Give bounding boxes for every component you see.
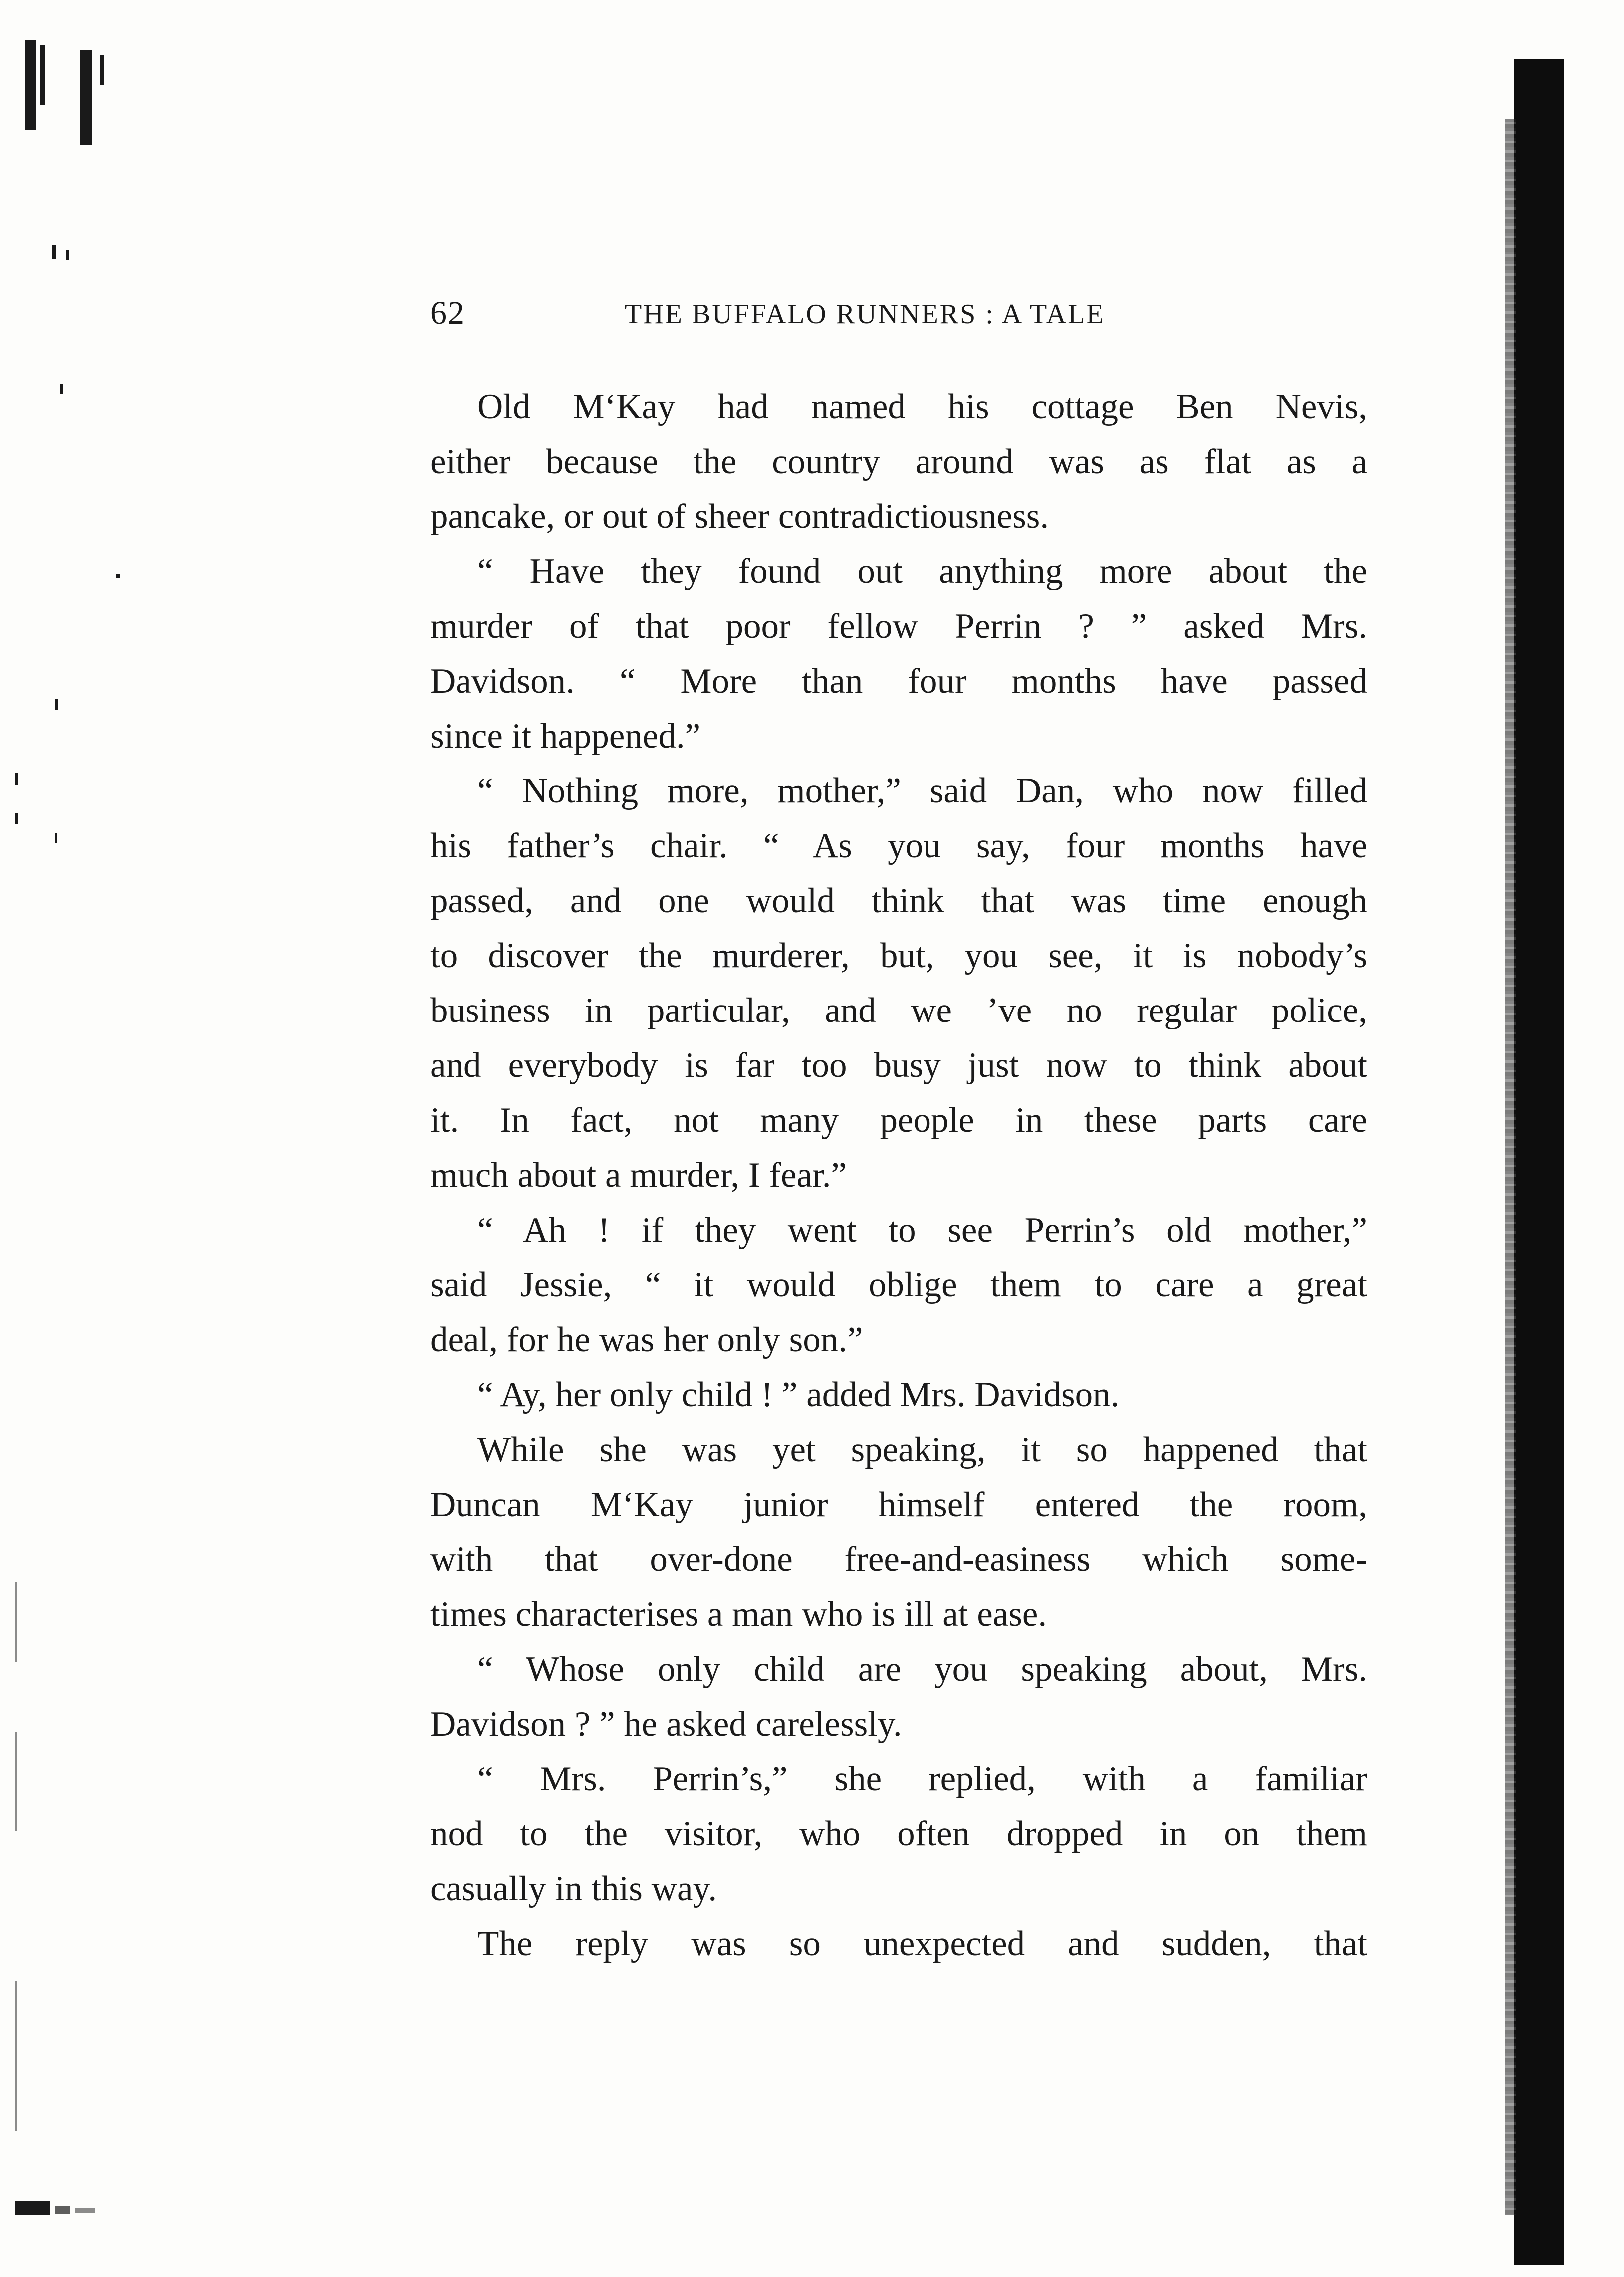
text-line: said Jessie, “ it would oblige them to care a great <box>430 1265 1367 1304</box>
margin-specks <box>5 35 135 2256</box>
text-line: with that over-done free-and-easiness which some- <box>430 1540 1367 1579</box>
text-line: since it happened.” <box>430 717 701 756</box>
text-line: much about a murder, I fear.” <box>430 1156 847 1195</box>
text-line: The reply was so unexpected and sudden, that <box>477 1924 1367 1963</box>
text-line: While she was yet speaking, it so happened that <box>477 1430 1367 1469</box>
text-line: “ Ah ! if they went to see Perrin’s old mother,” <box>477 1211 1367 1250</box>
text-line: “ Mrs. Perrin’s,” she replied, with a familiar <box>477 1760 1367 1798</box>
page-number: 62 <box>430 295 465 331</box>
text-line: pancake, or out of sheer contradictiousness. <box>430 497 1049 536</box>
text-line: his father’s chair. “ As you say, four months have <box>430 826 1367 865</box>
bottom-margin-smudge <box>15 2201 105 2216</box>
text-line: Davidson ? ” he asked carelessly. <box>430 1705 902 1744</box>
text-line: business in particular, and we ’ve no regular police, <box>430 991 1367 1030</box>
text-line: murder of that poor fellow Perrin ? ” asked Mrs. <box>430 607 1367 646</box>
running-head: THE BUFFALO RUNNERS : A TALE <box>625 299 1105 330</box>
text-line: Duncan M‘Kay junior himself entered the room, <box>430 1485 1367 1524</box>
text-line: and everybody is far too busy just now to think about <box>430 1046 1367 1085</box>
text-line: “ Ay, her only child ! ” added Mrs. Davidson. <box>477 1375 1120 1414</box>
page-header <box>430 294 1368 339</box>
text-line: deal, for he was her only son.” <box>430 1320 863 1359</box>
text-line: Davidson. “ More than four months have passed <box>430 662 1367 701</box>
text-line: Old M‘Kay had named his cottage Ben Nevis, <box>477 387 1367 426</box>
binding-shadow <box>1514 59 1564 2265</box>
text-line: passed, and one would think that was time enough <box>430 881 1367 920</box>
text-line: to discover the murderer, but, you see, it is nobody’s <box>430 936 1367 975</box>
text-line: casually in this way. <box>430 1869 717 1908</box>
text-line: nod to the visitor, who often dropped in on them <box>430 1814 1367 1853</box>
text-line: “ Have they found out anything more about the <box>477 552 1367 591</box>
text-line: “ Whose only child are you speaking about, Mrs. <box>477 1650 1367 1689</box>
text-line: either because the country around was as flat as a <box>430 442 1367 481</box>
text-line: “ Nothing more, mother,” said Dan, who now filled <box>477 771 1367 810</box>
body-text <box>430 379 1367 1971</box>
text-line: it. In fact, not many people in these parts care <box>430 1101 1367 1140</box>
text-line: times characterises a man who is ill at ease. <box>430 1595 1047 1634</box>
